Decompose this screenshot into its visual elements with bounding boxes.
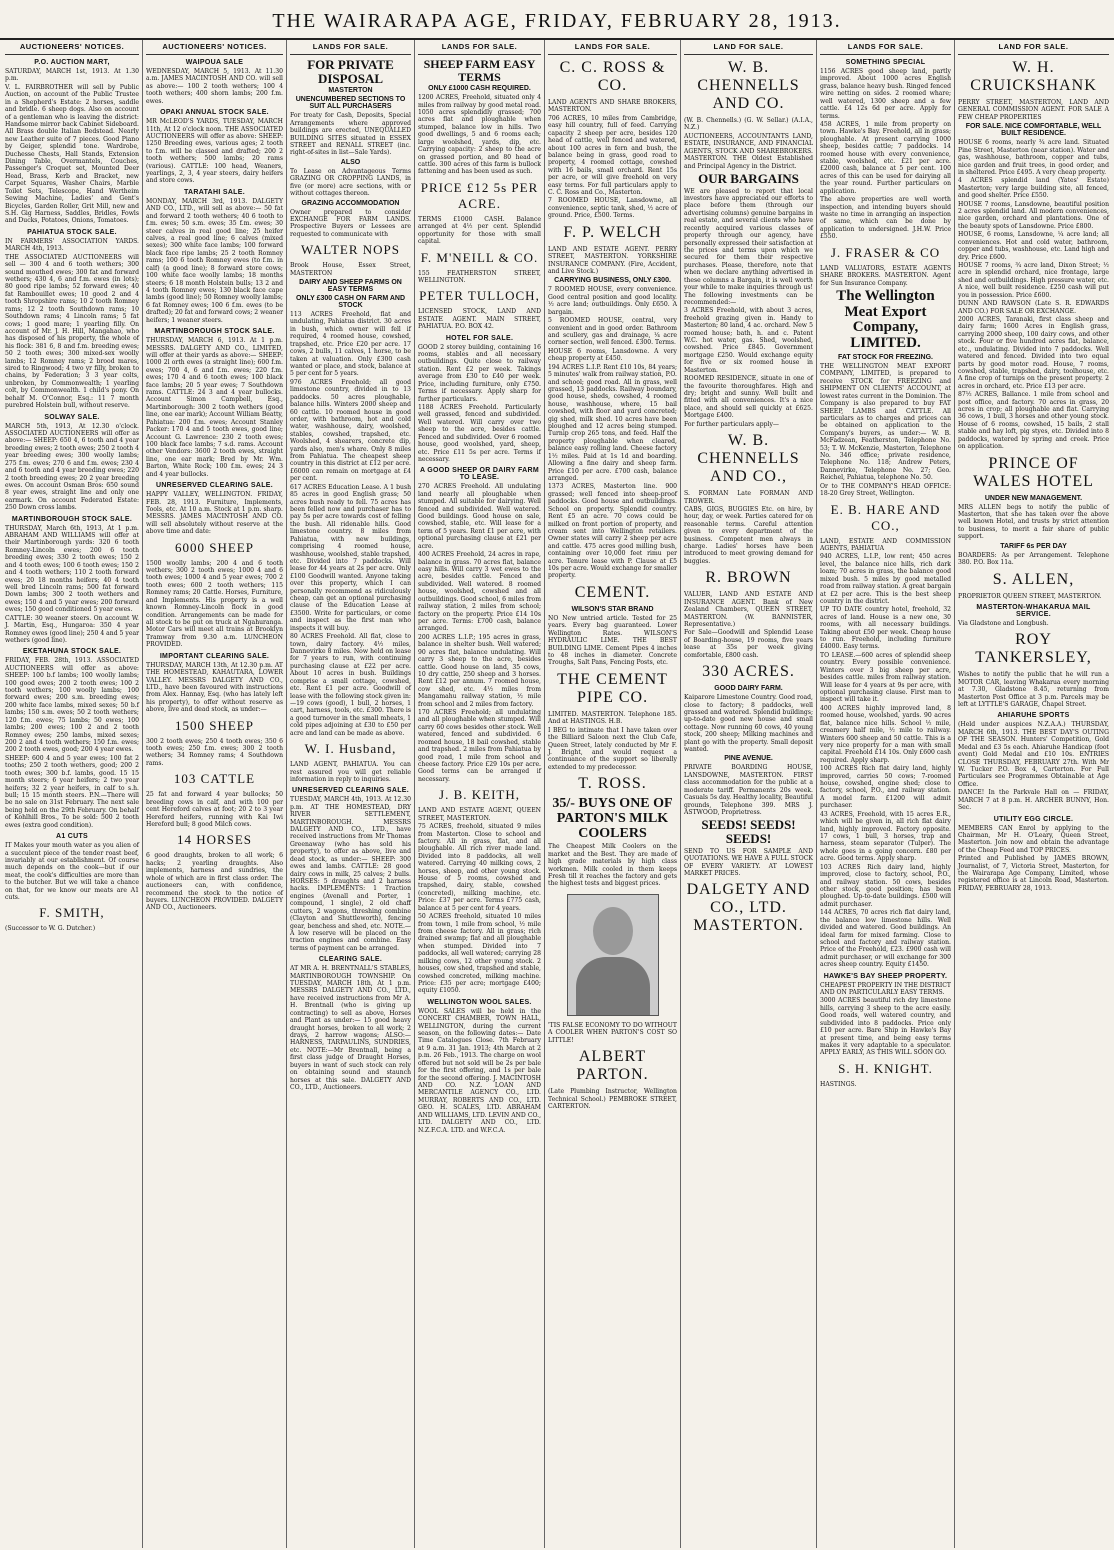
notice-text: 87½ ACRES, Ballance. 1 mile from school and post office, and factory. 70 acres in grass, 20 acres in crop; all ploughable and flat. Carrying 36 cows, 1 bull, 3 horses and other young stock. House of 6 rooms, cowshed, 15 bails, 2 stall stable and hay loft, pig styes, etc. Divided into 8 paddocks, watered by spring and creek. Price on application.: [958, 391, 1109, 451]
notice-text: TO LEASE.—600 acres of splendid sheep country. Every possible convenience. Winters over 3 big sheep per acre, besides cattle. miles from railway station. Will lease for 4 years at 9s per acre, with optional purchasing clause. First man to inspect will take it.: [820, 651, 951, 704]
advertiser-name: W. H. CRUICKSHANK: [970, 59, 1097, 94]
advertiser-name: W. B. CHENNELLS AND CO.: [697, 59, 800, 112]
section-heading: UNRESERVED CLEARING SALE.: [291, 787, 410, 795]
notice-text: For Sale—Goodwill and Splendid Lease of Boarding-house, 19 rooms, five years lease at 35s per week giving comfortable, £800 cash.: [684, 629, 813, 659]
notice-text: 43 ACRES, Freehold, with 15 acres E.R., which will be given in, all rich flat dairy land, highly improved. Factory opposite. 17 cows, 1 bull, 3 horses, trap and harness, steam separator (Tulper). The whole goes in a going concern. £80 per acre. Good terms. Apply sharp.: [820, 810, 951, 863]
advertiser-name: 6000 SHEEP: [175, 539, 254, 555]
ad-subtitle: ALSO: [340, 158, 361, 166]
notice-text: 1373 ACRES, Masterton line. 900 grassed; well fenced into sheep-proof paddocks. Good house and outbuildings. School on property. Splendid country. Rent £5 an acre. 70 cows could be milked on front portion of property, and cream sent into Wellington retailers. Owner states will carry 2 sheep per acre and cattle. 475 acres good milling bush, containing over 10,000 feet rimu per acre. Tenure lease with P. Clause at £5 10s per acre. Would exchange for smaller property.: [548, 483, 677, 580]
notice-text: THURSDAY, March 6th, 1913, At 1 p.m. ABRAHAM AND WILLIAMS will offer at their Martinborough yards: 320 6 tooth Romney-Lincoln ewes; 200 6 tooth breeding ewes; 330 2 tooth ewes; 150 2 and 4 tooth ewes; 100 6 tooth ewes; 150 2 and 4 tooth wethers; 110 2 tooth forward ewes; 20 18 months heifers; 40 4 tooth well bred Lincoln rams; 500 fat forward Down lambs; 300 2 tooth wethers and ewes; 150 4 and 5 year ewes; 200 forward ewes; 150 good conditioned 5 year ewes.: [5, 524, 139, 614]
notice-text: THE ASSOCIATED AUCTIONEERS will sell — 300 4 and 6 tooth wethers; 300 sound mouthed ewes; 300 fat and forward wethers; 430 4, 6 and f.m. ewes (in lots); 80 good ripe lambs; 52 forward ewes; 40 fat Rambouillet ewes; 10 good 2 and 4 tooth Shropshire rams; 10 2 tooth Romney rams; 12 2 tooth Southdown rams; 10 Southdown rams; 4 Lincoln rams; 5 fat cows; 1 good mare; 1 yearling filly. On account of Mr. J. H. Hill, Mangahao, who has disposed of his property, the whole of his flock: 381 6, 8 and f.m. breeding ewes; 50 2 tooth ewes; 300 mixed-sex woolly lambs; 12 Romney rams; 2 brood mares, sired to Ringwood; 4 two yr filly, broken to chains, by Federation; 3 3 year colts, unbroken, by Commonwealth; 1 yearling colt, by Commonwealth. 1 child's pony. On behalf M. O'Connor, Esq.: 11 7 month purebred Holstein bull, without reserve.: [5, 253, 139, 410]
notice-text: The above properties are well worth inspection, and intending buyers should waste no time in arranging an inspection of same, which can be done by application to undersigned. J.H.W. Price £550.: [820, 196, 951, 241]
ad-title: 35/- BUYS ONE OF PARTON'S MILK COOLERS: [552, 796, 673, 841]
notice-text: THE WELLINGTON MEAT EXPORT COMPANY, LIMITED, is prepared to receive STOCK for FREEZING and SHIPMENT ON CLIENTS' ACCOUNT, at lowest rates current in the Dominion. The Company is also prepared to buy FAT SHEEP, LAMBS and CATTLE. All particulars as to charges and prices can be obtained on application to the Company's buyers, as under:— W. B. McFadzean, Featherston, Telephone No. 53; T. W. McKenzie, Masterton, Telephone No. 346 office; private residence, Telephone No. 118; Andrew Peters, Dannevirke, Telephone No. 27; Geo. Reichel, Pahiatua, telephone No. 50.: [820, 362, 951, 482]
notice-text: LAND, ESTATE AND COMMISSION AGENTS, PAHIATUA: [820, 537, 951, 552]
notice-text: 80 ACRES Freehold. All flat, close to town, dairy factory. 4½ miles, Dannevirke 8 miles. Now held on lease for 7 years to run, with continuing purchasing clause at £22 per acre. About 10 acres in bush. Buildings comprise a small cottage, cowshed, etc. Rent £1 per acre. Goodwill of lease with the following stock given in:—19 cows (good), 1 bull, 2 horses, 1 cart, harness, tools, etc. £300. There is a good turnover in the small mheats, 1 cold pipes adjoining at £30 to £50 per acre and land can be made as above.: [290, 633, 412, 737]
portrait-body: [576, 957, 650, 1015]
notice-text: LAND AGENTS AND SHARE BROKERS, MASTERTON.: [548, 99, 677, 114]
column-2: [143, 40, 287, 1548]
notice-text: TUESDAY, MARCH 4th, 1913. At 12.30 p.m. AT THE HOMESTEAD, DRY RIVER SETTLEMENT, MARTINBOROUGH. MESSRS DALGETY AND CO., LTD., have received instructions from Mr Thomas Greenaway (who has sold his property), to offer as above, live and dead stock, as under:— SHEEP: 300 ewes and lambs. CATTLE: 28 good dairy cows in milk, 25 calves; 2 bulls. HORSES: 5 draughts and 2 harness hacks. IMPLEMENTS: 1 Traction engines (Avenall and Porter, 1 compound, 1 single), 2 old chaff cutters, 2 wagons, threshing combine (Clayton and Shuttleworth), fencing gear, benchess and shed, etc. NOTE.—A low reserve will be placed on the traction engines and combine. Easy terms of payment can be arranged.: [290, 796, 411, 952]
notice-text: LAND VALUATORS, ESTATE AGENTS SHARE BROKERS. MASTERTON. Agent for Sun Insurance Company.: [820, 264, 951, 287]
section-heading: MARTINBOROUGH STOCK SALE.: [154, 328, 275, 336]
notice-text: The Cheapest Milk Coolers on the market and the Best. They are made of high grade materials by high class workmen. Milk cooled in them keeps Fresh till it reaches the factory and gets the highest tests and biggest prices.: [548, 843, 677, 888]
notice-text: 170 ACRES Freehold; all undulating and all ploughable when stumped. Will carry 60 cows besides other stock. Well watered, fenced and subdivided. 6 roomed house, 18 bail cowshed, stable and trapshed. 2 miles from Pahiatua by good road, 1 mile from school and cheese factory. Price £29 10s per acre. Good terms can be arranged if necessary.: [418, 709, 541, 783]
notice-text: 7 ROOMED HOUSE, every convenience. Good central position and good locality. ½ acre land; outbuildings. Only £650. A bargain.: [548, 286, 677, 316]
notice-text: IN FARMERS' ASSOCIATION YARDS. MARCH 4th, 1913.: [5, 237, 139, 253]
column-4: [415, 40, 545, 1548]
notice-text: 75 ACRES, freehold, situated 9 miles from Masterton. Close to school and factory. All in grass, flat, and all ploughable. All rich river made land. Divided into 8 paddocks, all well watered. Carrying 40 milking cows, 2 horses, sheep, and other young stock. House of 5 rooms, cowshed and trapshed, dairy, stable, cowshed (concreted), milking machine, etc. Price: £37 per acre. Terms £775 cash, balance at 5 per cent for 4 years.: [418, 823, 541, 912]
notice-text: For further particulars apply—: [684, 420, 779, 428]
notice-text: 940 ACRES, L.I.P., low rent; 450 acres level, the balance nice hills, rich dark loam; 70 acres in grass, the balance good mixed bush. 5 miles by good metalled road from railway station. A great bargain at £2 per acre. This is the best sheep country in the district.: [820, 553, 951, 605]
notice-text: CABS, GIGS, BUGGIES Etc. on hire, by hour, day, or week. Parties catered for on reasonable terms. Careful attention given to every department of the business. Competent men always in charge. Ladies' horses have been introduced to meet growing demand for buggies.: [684, 505, 813, 565]
notice-text: 103 ACRES Rich dairy land, highly improved, close to factory, school, P.O., and railway station. 50 cows, besides other stock, good position; has been ploughed. Up-to-date buildings. £500 will admit purchaser.: [820, 863, 951, 908]
advertiser-name: W. I. Husband,: [304, 741, 397, 757]
notice-text: THURSDAY, MARCH 6, 1913. At 1 p.m. MESSRS. DALGETY AND CO., LIMITED, will offer at their yards as above:— SHEEP: 1000 2l orth ewes (a straight line); 600 f.m. ewes; 700 4, 6 and f.m. ewes; 220 f.m. ewes; 170 4 and 6 tooth ewes; 100 black face lambs; 20 5 year ewes; 7 Southdown rams. CATTLE: 24 3 and 4 year bullocks. Account Simon Campbell, Esq., Martinborough: 300 2 tooth wethers (good line, one ear mark); Account William Beatty, Pahiatua: 200 f.m. ewes; Account Stanley Packer: 170 4 and 5 tooth ewes, good line; Account G. Lawrence: 230 2 tooth ewes; 100 black face lambs; 7 s.d. rams. Account other Vendors: 3600 2 tooth ewes, straight line, one ear mark; Bred by Mr. Wm. Barton, White Rock; 100 f.m. ewes; 24 3 and 4 year bullocks.: [146, 337, 283, 478]
section-heading: UNRESERVED CLEARING SALE.: [155, 482, 274, 490]
section-heading: EKETAHUNA STOCK SALE.: [22, 648, 122, 656]
section-heading: CLEARING SALE.: [318, 956, 383, 964]
advertiser-name: C. C. ROSS & CO.: [559, 59, 666, 94]
notice-text: Kaiparore Limestone Country. Good road, close to factory; 8 paddocks, well grassed and watered. Splendid buildings; up-to-date good new house and small cottage. Now running 60 cows, 40 young stock, 200 sheep; Milking machines and plant go with the property. Small deposit wanted.: [684, 694, 813, 754]
notice-text: LIMITED. MASTERTON. Telephone 185. And at HASTINGS. H.B.: [548, 710, 677, 726]
advertiser-name: CEMENT.: [574, 583, 651, 601]
notice-text: Or to THE COMPANY'S HEAD OFFICE: 18-20 Grey Street, Wellington.: [820, 482, 951, 498]
section-heading: A1 CUTS: [55, 833, 89, 841]
notice-text: 155 FEATHERSTON STREET, WELLINGTON.: [418, 269, 541, 284]
column-5: [545, 40, 681, 1548]
notice-text: 200 ACRES L.I.P.; 195 acres in grass, balance in shelter bush. Well watered; 90 acres flat, balance undulating. Will carry 3 sheep to the acre, besides cattle. Good house on land, 35 cows, 10 dry cattle, 250 sheep and 3 horses. Rent £12 per annum. 7 roomed house, cow shed, etc. 4½ miles from Mangamahu railway station, ½ mile from school and 2 miles from factory.: [418, 633, 541, 708]
ad-subtitle: ONLY £1000 CASH REQUIRED.: [428, 85, 531, 93]
notice-text: WEDNESDAY, MARCH 5, 1913. At 11.30 a.m. JAMES MACINTOSH AND CO. will sell as above:— 100 2 tooth wethers; 100 4 tooth wethers; 400 shorn lambs; 200 f.m. ewes.: [146, 68, 283, 105]
ad-title: SEEDS! SEEDS! SEEDS!: [701, 817, 796, 847]
ad-title: SHEEP FARM EASY TERMS: [423, 57, 536, 84]
notice-text: MONDAY, MARCH 3rd, 1913. DALGETY AND CO., LTD., will sell as above:— 50 fat and forward 2 tooth wethers; 40 6 tooth to f.m. ewes; 50 s.m. ewes; 35 f.m. ewes; 30 steer calves in real good line; 25 heifer calves, a real good line; 6 calves (mixed sexes); 300 white face lambs; 100 forward black face ripe lambs; 25 2 tooth Romney rams; 100 6 tooth Romney ewes (to f.m. in calf) (a good line); 8 forward store cows; 100 white face woolly lambs; 18 months steers; 6 18 month Holstein bulls; 13 2 and 4 tooth Romney ewes; 130 black face cape lambs (good line); 50 Romney woolly lambs; 6 fat Romney ewes; 100 6 f.m. ewes (to be drafted); 20 fat and forward cows; 2 weaner heifers; 1 weaner steers.: [146, 197, 283, 324]
section-heading: WELLINGTON WOOL SALES.: [427, 998, 532, 1006]
notice-text: 100 ACRES Rich flat dairy land, highly improved, carries 50 cows; 7-roomed house, cowshed, engine shed; close to factory, school, P.O., and railway station. A model farm. £1200 will admit purchaser.: [820, 765, 951, 810]
ad-subtitle: DAIRY AND SHEEP FARMS ON EASY TERMS: [299, 279, 402, 294]
portrait-head: [593, 907, 633, 955]
notice-text: (W. B. Chennells.) (G. W. Sellar.) (A.I.A., N.Z.): [684, 117, 813, 132]
ad-subtitle: WILSON'S STAR BRAND: [571, 605, 654, 613]
advertiser-name: J. B. KEITH,: [439, 787, 520, 803]
columns-container: [2, 40, 1112, 1548]
notice-text: HASTINGS.: [820, 1080, 857, 1088]
notice-text: AT MR A. H. BRENTNALL'S STABLES, MARTINBOROUGH TOWNSHIP. On TUESDAY, MARCH 18th, At 1 p.m. MESSRS DALGETY AND CO., LTD., have received instructions from Mr A. H. Brentnall (who is giving up contracting) to sell as above, Horses and Plant as under:— 15 good heavy draught horses, broken to all work; 2 drays, 2 harrow wagons; ALSO:— HARNESS, TARPAULINS, SUNDRIES, etc. NOTE:—Mr Brentnall, being a first class judge of Draught Horses, buyers in want of such stock can rely on obtaining sound and staunch horses at this sale. DALGETY AND CO., LTD., Auctioneers.: [290, 965, 411, 1091]
column-header: AUCTIONEERS' NOTICES.: [146, 40, 283, 55]
section-heading: MARTINBOROUGH STOCK SALE.: [11, 515, 133, 523]
ad-subtitle: FAT STOCK FOR FREEZING.: [837, 353, 934, 361]
notice-text: VALUER, LAND AND ESTATE AND INSURANCE AGENT. Bank of New Zealand Chambers, QUEEN STREET, MASTERTON. (W. BANNISTER, Representative.): [684, 591, 813, 628]
notice-text: LICENSED STOCK, LAND AND ESTATE AGENT. MAIN STREET, PAHIATUA. P.O. BOX 42.: [418, 308, 541, 331]
column-header: LANDS FOR SALE.: [418, 40, 541, 55]
notice-text: 706 ACRES, 10 miles from Cambridge, easy hill country, full of feed. Carrying capacity 2 sheep per acre, besides 120 head of cattle, well fenced and watered, about 100 acres in fern and bush, the balance being in grass, good road to property, 4 roomed cottage, cowshed with 16 bails, small orchard. Rent 15s per acre, or will give freehold on very easy terms. For full particulars apply to C. C. Ross and Co., Masterton.: [548, 114, 677, 197]
advertiser-name: 14 HORSES: [176, 832, 253, 848]
notice-text: GOOD 2 storey building, containing 16 rooms, stables and all necessary outbuildings. Quite close to railway station. Rent £2 per week. Takings average from £30 to £40 per week. Price, including furniture, only £750. Terms if necessary. Apply sharp for further particulars.: [418, 343, 541, 403]
notice-text: PRIVATE BOARDING HOUSE, LANSDOWNE, MASTERTON. FIRST class accommodation for the public at a moderate tariff. Permanents 20s week. Casuals 5s day. Healthy locality, Beautiful grounds, Telephone 399. MRS J. ASTWOOD, Proprietress.: [684, 764, 813, 817]
ad-subtitle: MASTERTON: [328, 87, 373, 95]
notice-text: CATTLE: 30 weaner steers. On account W. J. Martin, Esq., Hungaroa: 350 4 year Romney ewes (good line); 250 4 and 5 year wethers (good line).: [5, 614, 139, 644]
column-header: LAND FOR SALE.: [958, 40, 1109, 55]
notice-text: Owner prepared to consider EXCHANGE FOR FARM LANDS. Prospective Buyers or Lessees are requested to communicate with: [290, 208, 411, 238]
advertiser-name: T. ROSS.: [578, 775, 647, 793]
ad-subtitle: ONLY £300 CASH ON FARM AND STOCK: [295, 295, 406, 310]
column-1: [2, 40, 143, 1548]
notice-text: For treaty for Cash, Deposits, Special Arrangements where approved buildings are erected, UNEQUALLED BUILDING SITES situated in ESSEX STREET and RENALL STREET (inc. right-of-sites in list—Sale Yards).: [290, 112, 411, 157]
notice-text: HAPPY VALLEY, WELLINGTON. FRIDAY, FEB. 28, 1913. Furniture, Implements, Tools, etc. At 10 a.m. Stock at 1 p.m. sharp. MESSRS. JAMES MACINTOSH AND CO. will sell absolutely without reserve at the above time and date:: [146, 491, 283, 536]
notice-text: THURSDAY, MARCH 13th, At 12.30 p.m. AT THE HOMESTEAD, KAHAUTARA, LOWER VALLEY. MESSRS DALGETY AND CO., LTD., have been favoured with instructions from Alex. Hannay, Esq. (who has lately left his property), to offer without reserve as above, live and dead stock, as under:—: [146, 661, 283, 714]
notice-text: 2000 ACRES, Taranaki, first class sheep and dairy farm; 1600 Acres in English grass, carrying 2000 sheep, 100 dairy cows, and other stock. Four or five hundred acres flat, balance, etc., undulating. Divided into 7 paddocks. Well watered and fenced. Divided into two equal parts by good motor road. House, 7 rooms, cowshed, stable, trapshed, dairy, toolhouse, etc. A fine crop of turnips on the present property. 2 acres in orchard, etc. Price £13 per acre.: [958, 315, 1109, 390]
advertiser-name: ALBERT PARTON.: [576, 1048, 649, 1084]
notice-text: PERRY STREET, MASTERTON, LAND AND GENERAL COMMISSION AGENT. FOR SALE A FEW CHEAP PROPERTIES: [958, 99, 1109, 121]
column-6: [681, 40, 817, 1548]
notice-text: (Held under auspices N.Z.A.A.) THURSDAY, MARCH 6th, 1913. THE BEST DAY'S OUTING OF THE SEASON. Hunters' Competition, Gold Medal and £3 5s each. Ahiaruhe Handicap (foot event) Gold Medal and £10 10s. ENTRIES CLOSE THURSDAY, FEBRUARY 27th. With Mr W. Tucker P.O. Box 4, Carterton. For Full Particulars see Programmes Obtainable at Age Office.: [958, 721, 1109, 788]
column-3: [287, 40, 415, 1548]
section-heading: PAHIATUA STOCK SALE.: [27, 228, 117, 236]
column-8: [955, 40, 1112, 1548]
notice-text: LAND AND ESTATE AGENT. PERRY STREET, MASTERTON. YORKSHIRE INSURANCE COMPANY. (Fire, Accident, and Live Stock.): [548, 245, 677, 276]
notice-text: 4 ACRES splendid land (Yates' Estate) Masterton; very large building site, all fenced, and good shelter. Price £550.: [958, 177, 1109, 200]
notice-text: NO New untried article. Tested for 25 years. Every bag guaranteed. Lower Wellington Rates. WILSON'S HYDRAULIC LIME. THE BEST BUILDING LIME. Cement Pipes 4 inches to 48 inches in diameter. Concrete Troughs, Salt Pans, Fencing Posts, etc.: [548, 614, 677, 667]
notice-text: HOUSE, 6 rooms, Lansdowne, ¼ acre land; all conveniences. Hot and cold water, bathroom, copper and tubs, washhouse, etc. Land high and dry. Price £600.: [958, 231, 1109, 261]
notice-text: 3000 ACRES beautiful rich dry limestone hills, carrying 3 sheep to the acre easily. Good roads, well watered country, and subdivided into 8 paddocks. Price only £10 per acre. Bare Ship in Hawke's Bay at present time, and being easy terms makes it very adaptable to a speculator. APPLY EARLY, AS THIS WILL SOON GO.: [820, 997, 951, 1057]
notice-text: Via Gladstone and Longbush.: [958, 619, 1049, 627]
notice-text: Brook House, Essex Street, MASTERTON: [290, 262, 411, 277]
ad-subtitle: GRAZING ACCOMMODATION: [301, 199, 400, 207]
advertiser-name: S. H. KNIGHT.: [838, 1060, 933, 1076]
notice-text: MRS ALLEN begs to notify the public of Masterton, that she has taken over the above well known Hotel, and trusts by strict attention to business, to merit a fair share of public support.: [958, 503, 1109, 541]
notice-text: ROOMED RESIDENCE, situate in one of the favourite thoroughfares. High and dry; bright and sunny. Well built and fitted with all conveniences. It's a nice place, and should sell quickly at £625. Mortgage £400.: [684, 375, 813, 420]
advertiser-name: THE CEMENT PIPE CO.: [557, 670, 668, 706]
ad-subtitle: UNENCUMBERED SECTIONS TO SUIT ALL PURCHASERS: [295, 96, 406, 111]
section-heading: WAIPOUA SALE: [185, 59, 244, 66]
notice-text: Printed and Published by JAMES BROWN, Journalist, of 7, Victoria Street, Masterton, for the Wairarapa Age Company, Limited, whose registered office is at Lincoln Road, Masterton. FRIDAY, FEBRUARY 28, 1913.: [958, 855, 1109, 892]
notice-text: 194 ACRES L.I.P. Rent £10 10s, 84 years; 5 minutes' walk from railway station, P.O. and school; good road. All in grass, well grassed, 13 paddocks. Railway boundary, good house, sheds, cowshed, 4 roomed house, washhouse, where, 15 bail cowshed, with floor and yard concreted; gig shed, milk shed. 10 acres have been ploughed and 12 acres being stumped. Turnip crop 265 tons, and feed. Half the property ploughable when cleared, balance easy rolling land. Cheese factory 1½ miles. Paid at 1s 1d and boarding. Allowing a fine dairy and sheep farm. Price £10 per acre. £700 cash, balance arranged.: [548, 363, 677, 482]
section-heading: OPAKI ANNUAL STOCK SALE.: [160, 109, 269, 117]
portrait-illustration: [567, 894, 659, 1016]
ad-subtitle: PINE AVENUE.: [724, 755, 773, 763]
ad-subtitle: FOR SALE. NICE COMFORTABLE, WELL BUILT RESIDENCE.: [965, 123, 1102, 138]
notice-text: HOUSE 7 rooms, Lansdowne, beautiful position 2 acres splendid land. All modern conveniences, nice garden, orchard and plantations. One of the beauty spots of Lansdowne. Price £800.: [958, 200, 1109, 230]
section-heading: UTILITY EGG CIRCLE.: [993, 815, 1074, 823]
ad-subtitle: CARRYING BUSINESS, ONLY £300.: [554, 277, 671, 285]
advertiser-name: WALTER NOPS: [300, 242, 400, 258]
notice-text: S. FORMAN Late FORMAN AND TROWER.: [684, 490, 813, 505]
notice-text: HOUSE 7 rooms, ¾ acre land, Dixon Street; ½ acre in splendid orchard, nice frontage, large shed and outbuildings. High pressure water, etc. A nice, well built residence. £250 cash will put you in possession. Price £600.: [958, 262, 1109, 299]
notice-text: IT Makes your mouth water as you alien of a succulent piece of the tender roast beef, invariably at our establishment. Of course much depends on the cook—but if our meat, the cook's difficulties are more than to the butcher. But we will take a chance on that, for we know our meats are A1 cuts.: [5, 842, 139, 902]
column-header: LANDS FOR SALE.: [820, 40, 951, 55]
notice-text: PROPRIETOR QUEEN STREET, MASTERTON.: [958, 592, 1102, 600]
advertiser-name: DALGETY AND CO., LTD. MASTERTON.: [686, 881, 811, 935]
notice-text: SHEEP: 600 4 and 5 year ewes; 100 fat 2 tooths; 250 2 tooth wethers, good; 200 2 tooth ewes; 300 b.f. lambs, good. 15 15 month steers; 6 year heifers; 2 two year heifers; 32 2 year heifers, in calf to s.h. bull; 15 15 month steers. P.N.—There will be no sale on 31st February. The next sale being held on the 29th February. On behalf of Kohlhill Bros., To be sold: 500 2 tooth ewes (extra good condition).: [5, 754, 139, 829]
section-heading: HOTEL FOR SALE.: [445, 334, 514, 342]
notice-text: HOUSE 6 rooms, nearly ¾ acre land. Situated Pine Street, Masterton (near station). Water and gas, washhouse, bathroom, copper and tubs, nice garden and fruit trees, in good order, and in sheltered. Price £495. A very cheap property.: [958, 139, 1109, 176]
section-heading: SOMETHING SPECIAL: [845, 59, 926, 66]
advertiser-name: 1500 SHEEP: [175, 717, 254, 733]
advertiser-name: PRICE £12 5s PER ACRE.: [420, 179, 539, 211]
ad-subtitle: UNDER NEW MANAGEMENT.: [984, 494, 1083, 502]
notice-text: 6 good draughts, broken to all work; 6 hacks; 2 yearling draughts. Also implements, harness and sundries, the whole of which are in first class order. The auctioneers can, with confidence, recommend the stock to the notice of buyers. LUNCHEON PROVIDED. DALGETY AND CO., Auctioneers.: [146, 852, 283, 912]
notice-text: 617 ACRES Education Lease. A 1 bush 85 acres in good English grass; 50 acres bush ready to fell. 75 acres has been felled now and purchaser has to pay 5s per acre towards cost of felling the bush. All ridenable hills. Good limestone country. 8 miles from Pahiatua, with new buildings, comprising 4 roomed house, washhouse, woolshed, stable trapshed, etc. Divided into 7 paddocks. Will lease for 44 years at 2s per acre. Only £100 Goodwill wanted. Anyone taking over this property, which I can personally recommend as ridiculously cheap, can get an optional purchasing clause of the Education Lease at £3500. Write for particulars, or come and inspect as the first man who inspects it will buy.: [290, 483, 411, 632]
notice-text: CHEAPEST PROPERTY IN THE DISTRICT AND ON PARTICULARLY EASY TERMS.: [820, 981, 951, 997]
notice-text: Wishes to notify the public that he will run a MOTOR CAR, leaving Whakarua every morning at 7.30, Gladstone 8.45, returning from Masterton Post Office at 3 p.m. Parcels may be left at LYTTLE'S GARAGE, Chapel Street.: [958, 671, 1109, 709]
notice-text: HOUSE 6 rooms, Lansdowne. A very cheap property at £450.: [548, 347, 677, 363]
masthead: [0, 0, 1114, 40]
ad-title: OUR BARGAINS: [698, 170, 799, 186]
notice-text: 1156 ACRES good sheep land, partly improved. About 1000 acres English grass, balance heavy bush. Ringed fenced wire netting on sides. 2 roomed whare; well watered, 1300 sheep and a few cattle. £4 12s 6d per acre. Apply for terms.: [820, 68, 951, 120]
section-heading: P.O. AUCTION MART,: [34, 59, 110, 66]
notice-text: To Lease on Advantageous Terms GRAZING OR CROPPING LANDS, in five (or more) acre sections, with or without cottages thereon.: [290, 167, 411, 198]
column-header: LANDS FOR SALE.: [548, 40, 677, 55]
notice-text: LAND AND ESTATE AGENT, QUEEN STREET, MASTERTON.: [418, 807, 541, 822]
notice-text: LAND AGENT, PAHIATUA. You can rest assured you will get reliable information in reply to inquiries.: [290, 761, 411, 783]
notice-text: DUNN AND RAWSON (Late S. R. EDWARDS AND CO.) FOR SALE OR EXCHANGE.: [958, 300, 1109, 315]
advertiser-name: S. ALLEN,: [992, 570, 1075, 588]
section-heading: MASTERTON-WHAKARUA MAIL SERVICE.: [976, 603, 1091, 618]
notice-text: UP TO DATE country hotel, freehold, 32 acres of land. House is a new one, 30 rooms, with all necessary buildings. Taking about £50 per week. Cheap house to run. Freehold, including furniture £4000. Easy terms.: [820, 606, 951, 651]
notice-text: FRIDAY, FEB. 28th, 1913. ASSOCIATED AUCTIONEERS will offer as above: SHEEP: 100 b.f lambs; 100 woolly lambs; 100 good ewes; 200 2 tooth ewes; 100 2 tooth wethers; 100 woolly lambs; 100 forward ewes; 200 s.m. breeding ewes; 200 white face lambs, mixed sexes; 50 b.f lambs; 150 s.m. ewes; 50 2 tooth wethers; 120 f.m. ewes; 75 lambs; 50 ewes; 100 lambs; 200 ewes; 100 2 and 2 tooth Romney ewes; 250 lambs, mixed sexes; 200 2 and 4 tooth wethers; 150 f.m. ewes; 200 2 tooth ewes, good; 200 4 year ewes.: [5, 657, 139, 754]
advertiser-name: 330 ACRES.: [702, 663, 795, 681]
notice-text: BOARDERS: As per Arrangement. Telephone 380. P.O. Box 11a.: [958, 551, 1109, 567]
notice-text: MR McLEOD'S YARDS, TUESDAY, MARCH 11th, At 12 o'clock noon. THE ASSOCIATED AUCTIONEERS will offer as above: SHEEP: 1250 Breeding ewes, various ages; 2 tooth to f.m. will be classed and drafted; 200 2 tooth wethers; 500 lambs; 20 rams (various). CATTLE: 100 head, Weaners, yearlings, 2, 3, 4 year steers, dairy heifers and store cows.: [146, 118, 283, 185]
notice-text: 5 ROOMED HOUSE, central, very convenient and in good order. Bathroom and scullery, gas and drainage, ¼ acre corner section, well fenced. £300. Terms.: [548, 317, 677, 347]
column-header: AUCTIONEERS' NOTICES.: [5, 40, 139, 55]
notice-text: (Successor to W. G. Dutcher.): [5, 925, 96, 933]
section-heading: A GOOD SHEEP OR DAIRY FARM TO LEASE.: [419, 467, 540, 482]
ad-title: The Wellington Meat Export Company, LIMITED.: [836, 287, 935, 352]
notice-text: 113 ACRES Freehold, flat and undulating, Pahiatua district. 30 acres in bush, which owner will fell if required, 4 roomed house, cowshed, trapshed, etc. Price £20 per acre. 17 cows, 2 bulls, 11 calves, 1 horse, to be taken at valuation. Only £300 cash wanted or place, and stock, balance at 5 per cent for 5 years.: [290, 311, 411, 378]
ad-title: FOR PRIVATE DISPOSAL: [307, 57, 394, 86]
notice-text: 50 ACRES freehold, situated 10 miles from town, 1 mile from school, ½ mile from cheese factory. All in grass; rich drained swamp; flat and all ploughable when stumped. Divided into 7 paddocks, all well watered; carrying 28 milking cows, 12 other young stock. 2 houses, cow shed, trapshed and stable, cowshed concreted, milking machine. Price: £35 per acre; mortgage £400; equity £1050.: [418, 913, 541, 995]
advertiser-name: 103 CATTLE: [173, 771, 256, 787]
section-heading: AHIARUHE SPORTS: [997, 712, 1070, 720]
notice-text: WE are pleased to report that local investors have appreciated our efforts to place before them (through our advertising columns) genuine bargains in real estate, and several clients who have recently acquired various classes of property through our agency, have personally expressed their satisfaction at the prices and terms upon which we secured for them their respective purchases. Please, therefore, note that when we declare anything advertised in these columns a Bargain, it is well worth your while to make inquiries through us! The following investments can be recommended:—: [684, 187, 813, 306]
notice-text: 1500 woolly lambs; 200 4 and 6 tooth wethers; 300 2 tooth ewes; 1000 4 and 6 tooth ewes; 1000 4 and 5 year ewes; 700 2 tooth ewes; 600 2 tooth wethers; 115 Romney rams; 20 Cattle. Horses, Furniture, and Implements. His property is a well known Romney-Lincoln flock in good condition. Arrangements can be made for all stock to be put on truck at Ngahuranga. Motor Cars will meet all trains at Brooklyn Tramway from 9.30 a.m. LUNCHEON PROVIDED.: [146, 559, 283, 649]
notice-text: 458 ACRES, 1 mile from property on town. Hawke's Bay. Freehold, all in grass; ploughable. At present carrying 1000 sheep, besides cattle; 7 paddocks. 14 roomed house with every convenience, stable, woolshed, etc. £21 per acre. £2000 cash, balance at 5 per cent. 100 acres of this can be used for dairying all the year round. Further particulars on application.: [820, 120, 951, 195]
notice-text: 400 ACRES Freehold, 24 acres in rape, balance in grass. 70 acres flat, balance easy hills. Will carry 3 wet ewes to the acre, besides cattle. Fenced and subdivided. Well watered. 8 roomed house, woolshed, cowshed and all outbuildings. Good school, 6 miles from railway station, 2 miles from school; factory on the property. Price £14 10s per acre. Terms: £700 cash, balance arranged.: [418, 551, 541, 633]
notice-text: SEND TO US FOR SAMPLE AND QUOTATIONS. WE HAVE A FULL STOCK OF EVERY VARIETY. AT LOWEST MARKET PRICES.: [684, 847, 813, 877]
notice-text: MARCH 5th, 1913, At 12.30 o'clock. ASSOCIATED AUCTIONEERS will offer as above:— SHEEP: 650 4, 6 tooth and 4 year breeding ewes; 2 tooth ewes; 250 2 tooth 4 year breeding ewes; 300 woolly lambs; 275 f.m. ewes; 270 6 and f.m. ewes; 230 4 and 6 tooth and 4 year breeding ewes; 220 2 tooth breeding ewes; 20 2 year breeding ewes. On account Osman Bros: 650 sound 8 year ewes, straight line and only one earmark. On account Federated Estate: 250 Down cross lambs.: [5, 422, 139, 512]
notice-text: 1200 ACRES, Freehold, situated only 4 miles from railway by good metal road. 1050 acres splendidly grassed; 700 acres flat and ploughable when stumped, balance low in hills. Two good dwellings, 5 and 6 rooms each; large woolshed, yards, dip, etc. Carrying capacity: 2 sheep to the acre on grassed portion, and 80 head of cattle. 300 acres of this farm is bullock fattening and has been used as such.: [418, 94, 541, 176]
advertiser-name: R. BROWN: [705, 569, 792, 587]
notice-text: 7 ROOMED HOUSE, Lansdowne, all convenience, septic tank, shed, ½ acre of ground. Price, £500. Terms.: [548, 197, 677, 220]
notice-text: V. L. FAIRBROTHER will sell by Public Auction, on account of the Public Trustee in a Shepherd's Estate: 2 horses, saddle and bridle. 6 sheep dogs. Also on account of a gentleman who is leaving the district: Handsome mirror back Cabinet Sideboard. All Brass double Italian Bedstead. Nearly new Leather suite of 7 pieces. Good Piano by Geiger, splendid tone. Wardrobe, Duchesse Chests, Hall Stands, Extension Dining Table, Overmantels, Couches, Passenger's Croquet set, Mounted Deer Head, Brass, Kerb and Bracket, new Carpet Squares, Washer Chairs, Marble Toilet Sets, Telescope, Hand Wertheim Sewing Machine, Ladies' and Gent's Bicycles, Garden Roller, Grit Mill, new and S.H. Gig Harness, Saddles, Bridles, Fowls and Ducks, Potatoes, Onions, Tomatoes.: [5, 83, 139, 225]
notice-text: WOOL SALES will be held in the CONCERT CHAMBER, TOWN HALL, WELLINGTON, during the current season, on the following dates:— Date Time Catalogues Close. 7th February at 9 a.m. 31 Jan. 1913; 4th March at 2 p.m. 26 Feb., 1913. The charge on wool offered but not sold will be 2s per bale for the first offering, and 1s per bale for the second offering. J. MACINTOSH AND CO. N.Z. LOAN AND MERCANTILE AGENCY CO., LTD. MURRAY, ROBERTS AND CO., LTD. GEO. H. SCALES, LTD. ABRAHAM AND WILLIAMS, LTD. LEVIN AND CO., LTD. DALGETY AND CO., LTD. N.Z.F.C.A. LTD. and W.F.C.A.: [418, 1007, 541, 1134]
notice-text: SATURDAY, MARCH 1st, 1913. At 1.30 p.m.: [5, 68, 139, 83]
advertiser-name: W. B. CHENNELLS AND CO.,: [697, 432, 800, 486]
notice-text: 25 fat and forward 4 year bullocks; 50 breeding cows in calf, and with 100 per cent Hereford calves at foot; 20 2 to 3 year Hereford heifers, running with Kai Iwi Hereford bull; 8 good Milch cows.: [146, 791, 283, 829]
section-heading: TARATAHI SALE.: [184, 188, 245, 196]
section-heading: IMPORTANT CLEARING SALE.: [159, 652, 270, 660]
advertiser-name: F. P. WELCH: [563, 223, 662, 241]
notice-text: (Late Plumbing Instructor, Wellington Technical School.) PEMBROKE STREET, CARTERTON.: [548, 1088, 677, 1110]
advertiser-name: F. M'NEILL & CO.: [420, 249, 539, 265]
notice-text: 1188 ACRES Freehold. Particularly well grassed, fenced and subdivided. Well watered. Will carry over two sheep to the acre, besides cattle. Fenced and subdivided. Over 6 roomed house, good woolshed, yard, sheep, etc. Price £11 5s per acre. Terms if necessary.: [418, 404, 541, 463]
column-header: LANDS FOR SALE.: [290, 40, 411, 55]
column-7: [817, 40, 955, 1548]
notice-text: 976 ACRES Freehold; all good limestone country, divided in to 13 paddocks. 50 acres ploughable, balance hills. Winters 2000 sheep and 60 cattle. 10 roomed house in good order, with bathroom, hot and cold water, washhouse, dairy, woolshed, stables, cowshed, trapshed, etc. Woolshed, 4 shearers, concrete dip, yards also, men's whare. Only 8 miles from Pahiatua. The cheapest sheep country in this district at £12 per acre. £6000 can remain on mortgage at £4 per cent.: [290, 378, 411, 483]
advertiser-name: PRINCE OF WALES HOTEL: [973, 454, 1094, 490]
ad-subtitle: GOOD DAIRY FARM.: [714, 685, 783, 693]
notice-text: AUCTIONEERS, ACCOUNTANTS LAND, ESTATE, INSURANCE, AND FINANCIAL AGENTS, STOCK AND SHAREBROKERS. MASTERTON. THE Oldest Established and Principal Agency in the District.: [684, 132, 813, 170]
notice-text: I BEG to intimate that I have taken over the Billiard Saloon next the Club Cafe, Queen Street, lately conducted by Mr F. J. Bright, and would request a continuance of the support so liberally extended to my predecessor.: [548, 726, 677, 771]
ad-subtitle: TARIFF 6s PER DAY: [1000, 542, 1067, 550]
section-heading: HAWKE'S BAY SHEEP PROPERTY.: [823, 972, 948, 980]
advertiser-name: J. FRASER & CO: [830, 244, 941, 260]
notice-text: 400 ACRES highly improved land, 8 roomed house, woolshed, yards. 90 acres flat, balance nice hills. School ½ mile, creamery half mile, ½ mile to railway. Winters 600 sheep and 50 cattle. This is a very nice property for a man with small capital. Freehold £14 10s. Only £600 cash required. Apply sharp.: [820, 704, 951, 764]
advertiser-name: PETER TULLOCH,: [419, 288, 540, 304]
notice-text: MEMBERS CAN Enrol by applying to the Chairman, Mr H. O'Leary, Queen Street, Masterton. Join now and obtain the advantage of the Cheap Feed and TOP PRICES.: [958, 824, 1109, 854]
column-header: LAND FOR SALE.: [684, 40, 813, 55]
notice-text: 144 ACRES, 70 acres rich flat dairy land, the balance low limestone hills. Well divided and watered. Good buildings. An ideal farm for mixed farming. Close to school and factory and railway station. Price of the Freehold, £23. £900 cash will admit purchaser, or will exchange for 300 acres sheep country. Equity £1450.: [820, 909, 951, 969]
notice-text: 3 ACRES Freehold, with about 3 acres, freehold grazing given in. Handy to Masterton; 80 land, 4 ac. orchard. New 5 roomed house; bath, h. and c. Patent W.C. hot water, gas. Shed, woolshed, cowshed. Price £845. Government mortgage £250. Would exchange equity for five or six roomed house in Masterton.: [684, 307, 813, 374]
newspaper-title: THE WAIRARAPA AGE, FRIDAY, FEBRUARY 28, 1913.: [272, 10, 842, 32]
advertiser-name: E. B. HARE AND CO.,: [830, 501, 941, 533]
notice-text: TERMS £1000 CASH. Balance arranged at 4½ per cent. Splendid opportunity for those with small capital.: [418, 215, 541, 246]
notice-text: 270 ACRES Freehold. All undulating land nearly all ploughable when stumped. All suitable for dairying. Well fenced and subdivided. Well watered. Good buildings. Good house on sale, cowshed, stable, etc. Will lease for a term of 5 years. Rent £1 per acre, with optional purchasing clause at £21 per acre.: [418, 483, 541, 550]
notice-text: 300 2 tooth ewes; 250 4 tooth ewes; 350 6 tooth ewes; 250 f.m. ewes; 300 2 tooth wethers; 34 Romney rams; 4 Southdown rams.: [146, 737, 283, 767]
notice-text: 'TIS FALSE ECONOMY TO DO WITHOUT A COOLER WHEN PARTON'S COST SO LITTLE!: [548, 1021, 677, 1044]
advertiser-name: F. SMITH,: [39, 905, 105, 921]
advertiser-name: ROY TANKERSLEY,: [975, 631, 1092, 667]
notice-text: DANCE! In the Parkvale Hall on — FRIDAY, MARCH 7 at 8 p.m. H. ARCHER BUNNY, Hon. Sec.: [958, 789, 1109, 812]
section-heading: SOLWAY SALE.: [44, 413, 100, 421]
